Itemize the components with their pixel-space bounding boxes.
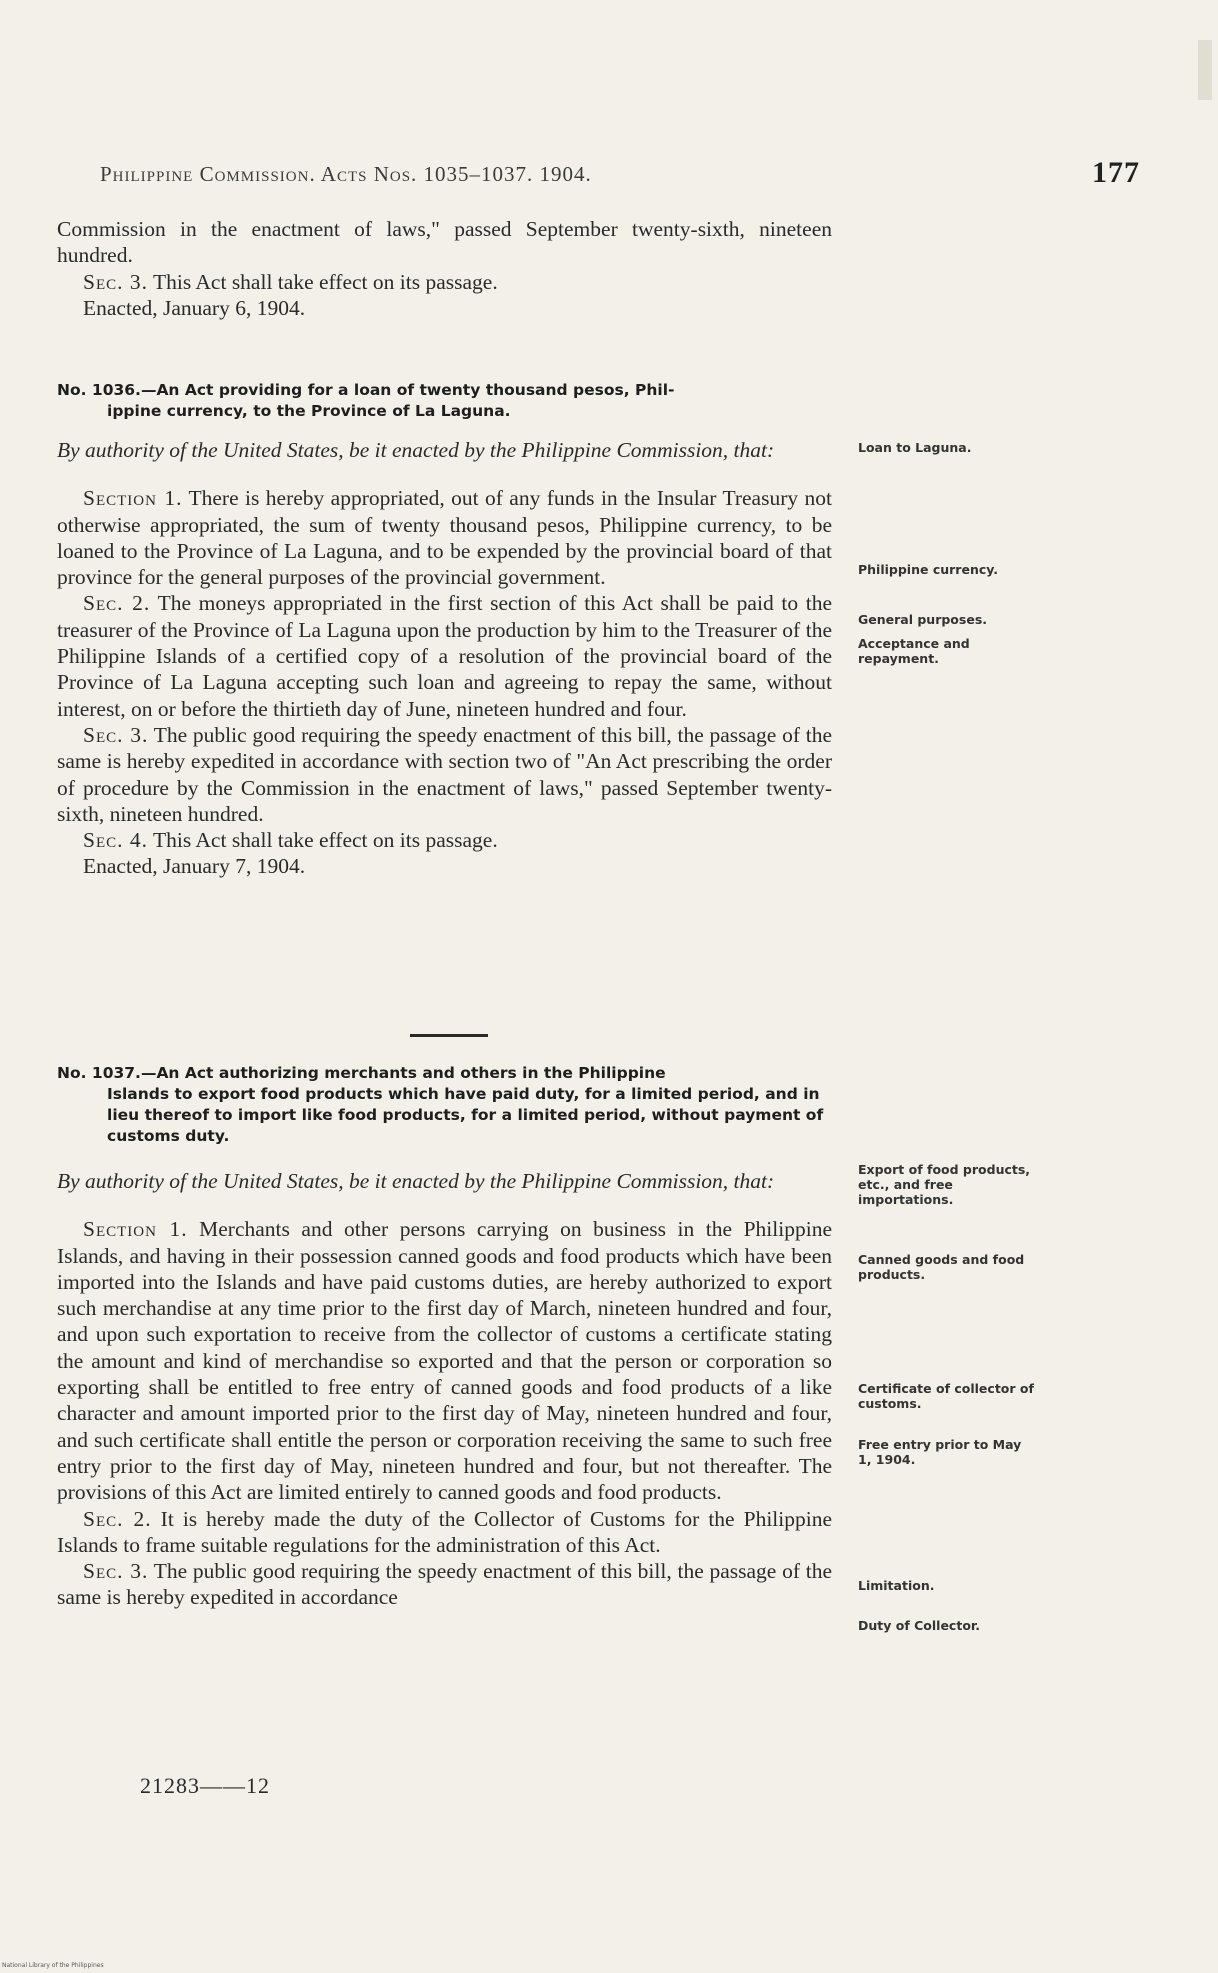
act-1035-section-3 <box>57 269 832 295</box>
section-label: Sec. 3. <box>83 1559 149 1584</box>
act-1036-section-4 <box>57 827 832 853</box>
enacting-clause: By authority of the United States, be it enacted by the Philippine Commission, that: <box>57 1169 775 1193</box>
section-divider <box>410 1034 488 1037</box>
section-label: Sec. 3. <box>83 722 149 747</box>
act-1037-body <box>57 1168 832 1611</box>
act-1037-section-2 <box>57 1506 832 1559</box>
act-1035-enacted: Enacted, January 6, 1904. <box>83 295 306 320</box>
act-1035-tail <box>57 216 832 321</box>
section-text: Merchants and other persons carrying on business in the Philippine Islands, and having in their possession canned goods and food products which have been imported into the Islands and have paid customs duties, are hereby authorized to export such merchandise at any time prior to the first day of March, nineteen hundred and four, and upon such exportation to receive from the collector of customs a certificate stating the amount and kind of merchandise so exported and that the person or corporation so exporting shall be entitled to free entry of canned goods and food products of a like character and amount imported prior to the first day of May, nineteen hundred and four, and such certificate shall entitle the person or corporation receiving the same to such free entry prior to the first day of May, nineteen hundred and four, but not thereafter. The provisions of this Act are limited entirely to canned goods and food products. <box>57 1217 832 1505</box>
margin-note: Certificate of collector of customs. <box>858 1381 1034 1411</box>
section-text: It is hereby made the duty of the Collector of Customs for the Philippine Islands to frame suitable regulations for the administration of this Act. <box>57 1506 833 1557</box>
margin-note: Duty of Collector. <box>858 1618 981 1633</box>
section-label: Sec. 2. <box>83 591 151 616</box>
section-label: Sec. 4. <box>83 828 148 853</box>
act-number: No. 1037. <box>57 1064 141 1082</box>
section-text: This Act shall take effect on its passage. <box>148 269 498 294</box>
margin-note: Canned goods and food products. <box>858 1252 1025 1282</box>
margin-note: Acceptance and repayment. <box>858 636 970 666</box>
act-1037-section-1 <box>57 1216 832 1505</box>
printer-signature: 21283——12 <box>140 1773 270 1798</box>
section-label: Sec. 2. <box>83 1506 152 1531</box>
section-text: The public good requiring the speedy enactment of this bill, the passage of the same is hereby expedited in accordance with section two of "An Act prescribing the order of procedure by the Commission in the enactment of laws," passed September twenty-sixth, nineteen hundred. <box>57 722 833 826</box>
section-label: Sec. 3. <box>83 269 148 294</box>
scan-edge-mark <box>1198 40 1212 100</box>
act-title-rest: ippine currency, to the Province of La Laguna. <box>107 402 511 420</box>
section-text: The public good requiring the speedy enactment of this bill, the passage of the same is hereby expedited in accordance <box>57 1559 833 1610</box>
act-title-first: —An Act providing for a loan of twenty thousand pesos, Phil- <box>140 381 675 399</box>
act-title-rest: Islands to export food products which have paid duty, for a limited period, and in lieu thereof to import like food products, for a limited period, without payment of customs duty. <box>107 1085 824 1145</box>
margin-note: Limitation. <box>858 1578 935 1593</box>
margin-note: Export of food products, etc., and free importations. <box>858 1162 1031 1207</box>
section-label: Section 1. <box>83 486 183 511</box>
act-1036-enacted: Enacted, January 7, 1904. <box>83 854 306 879</box>
act-1036-body <box>57 437 832 880</box>
act-1036-section-1 <box>57 485 832 590</box>
margin-note: Philippine currency. <box>858 562 998 577</box>
margin-note: Free entry prior to May 1, 1904. <box>858 1437 1022 1467</box>
act-title-first: —An Act authorizing merchants and others in the Philippine <box>140 1064 666 1082</box>
running-title: Philippine Commission. Acts Nos. 1035–1037. 1904. <box>100 162 592 186</box>
act-number: No. 1036. <box>57 381 141 399</box>
act-1037-section-3 <box>57 1558 832 1611</box>
section-text: There is hereby appropriated, out of any funds in the Insular Treasury not otherwise appropriated, the sum of twenty thousand pesos, Philippine currency, to be loaned to the Province of La Laguna, and to be expended by the provincial board of that province for the general purposes of the provincial government. <box>57 486 832 590</box>
act-1037-title <box>57 1063 832 1147</box>
act-1036-title <box>57 380 832 422</box>
page-number: 177 <box>1092 156 1140 189</box>
margin-note: Loan to Laguna. <box>858 440 972 455</box>
scan-credit: National Library of the Philippines <box>2 1962 104 1969</box>
act-1035-continuation: Commission in the enactment of laws," passed September twenty-sixth, nineteen hundred. <box>57 217 832 268</box>
section-label: Section 1. <box>83 1217 188 1242</box>
section-text: The moneys appropriated in the first section of this Act shall be paid to the treasurer of the Province of La Laguna upon the production by him to the Treasurer of the Philippine Islands of a certified copy of a resolution of the provincial board of the Province of La Laguna accepting such loan and agreeing to repay the same, without interest, on or before the thirtieth day of June, nineteen hundred and four. <box>57 591 833 721</box>
enacting-clause: By authority of the United States, be it enacted by the Philippine Commission, that: <box>57 438 775 462</box>
act-1036-section-2 <box>57 590 832 721</box>
act-1036-section-3 <box>57 722 832 827</box>
margin-note: General purposes. <box>858 612 988 627</box>
section-text: This Act shall take effect on its passage. <box>148 828 498 853</box>
